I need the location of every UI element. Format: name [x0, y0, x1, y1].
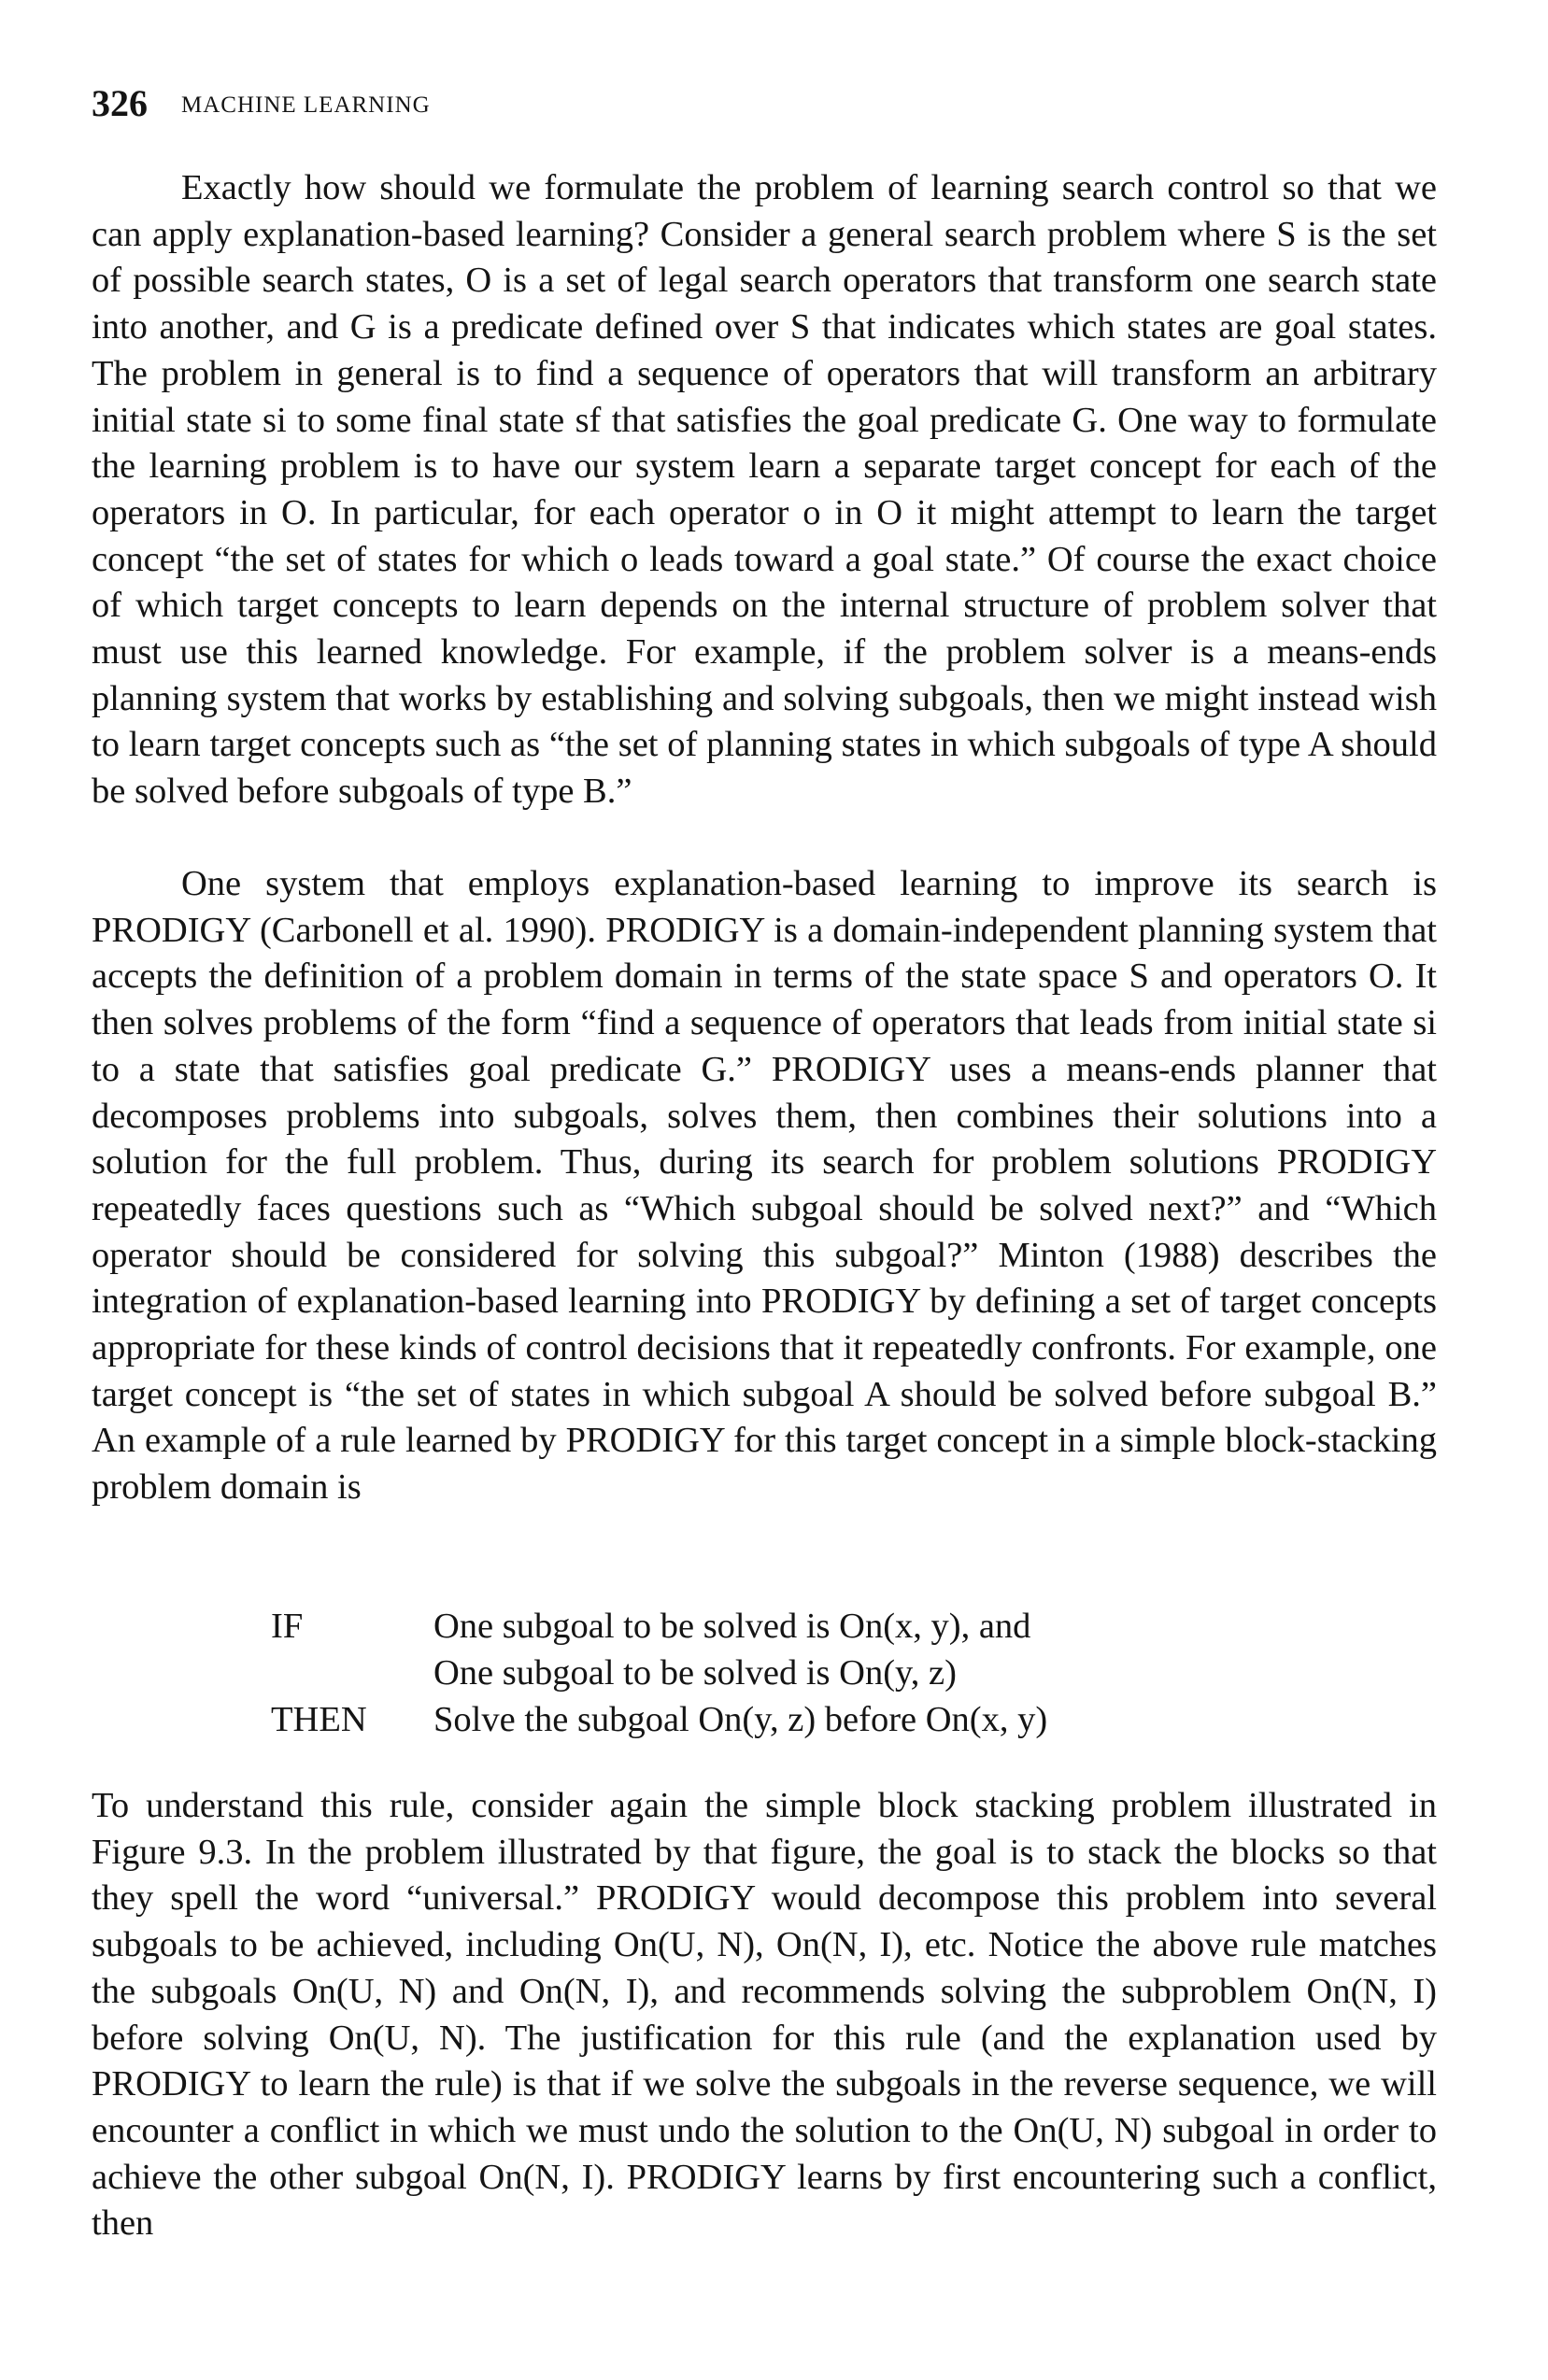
rule-condition-2: One subgoal to be solved is On(y, z) — [433, 1653, 957, 1693]
rule-if-keyword: IF — [271, 1607, 304, 1646]
running-head: MACHINE LEARNING — [181, 92, 431, 118]
paragraph-prodigy: One system that employs explanation-based learning to improve its search is PRODIGY (Carbonell et al. 1990). PRODIGY is a domain-independent planning system that accepts the definition of a problem domain in terms of the state space S and operators O. It then solves problems of the form “find a sequence of operators that leads from initial state si to a state that satisfies goal predicate G.” PRODIGY uses a means-ends planner that decomposes problems into subgoals, solves them, then combines their solutions into a solution for the full problem. Thus, during its search for problem solutions PRODIGY repeatedly faces questions such as “Which subgoal should be solved next?” and “Which operator should be considered for solving this subgoal?” Minton (1988) describes the integration of explanation-based learning into PRODIGY by defining a set of target concepts appropriate for these kinds of control decisions that it repeatedly confronts. For example, one target concept is “the set of states in which subgoal A should be solved before subgoal B.” An example of a rule learned by PRODIGY for this target concept in a simple block-stacking problem domain is — [92, 864, 1437, 1508]
body-section-3 — [92, 1783, 1437, 2247]
paragraph-rule-explanation: To understand this rule, consider again the simple block stacking problem illustrated in Figure 9.3. In the problem illustrated by that figure, the goal is to stack the blocks so that they spell the word “universal.” PRODIGY would decompose this problem into several subgoals to be achieved, including On(U, N), On(N, I), etc. Notice the above rule matches the subgoals On(U, N) and On(N, I), and recommends solving the subproblem On(N, I) before solving On(U, N). The justification for this rule (and the explanation used by PRODIGY to learn the rule) is that if we solve the subgoals in the reverse sequence, we will encounter a conflict in which we must undo the solution to the On(U, N) subgoal in order to achieve the other subgoal On(N, I). PRODIGY learns by first encountering such a conflict, then — [92, 1786, 1437, 2244]
page-number: 326 — [92, 82, 148, 124]
rule-then-keyword: THEN — [271, 1700, 367, 1739]
rule-condition-1: One subgoal to be solved is On(x, y), and — [433, 1607, 1031, 1646]
rule-action: Solve the subgoal On(y, z) before On(x, y) — [433, 1700, 1048, 1739]
paragraph-search-control: Exactly how should we formulate the problem of learning search control so that we can apply explanation-based learning? Consider a general search problem where S is the set of possible search states, O is a set of legal search operators that transform one search state into another, and G is a predicate defined over S that indicates which states are goal states. The problem in general is to find a sequence of operators that will transform an arbitrary initial state si to some final state sf that satisfies the goal predicate G. One way to formulate the learning problem is to have our system learn a separate target concept for each of the operators in O. In particular, for each operator o in O it might attempt to learn the target concept “the set of states for which o leads toward a goal state.” Of course the exact choice of which target concepts to learn depends on the internal structure of problem solver that must use this learned knowledge. For example, if the problem solver is a means-ends planning system that works by establishing and solving subgoals, then we might instead wish to learn target concepts such as “the set of planning states in which subgoals of type A should be solved before subgoals of type B.” — [92, 168, 1437, 812]
body-section-2 — [92, 861, 1437, 1511]
body-section-1 — [92, 165, 1437, 815]
